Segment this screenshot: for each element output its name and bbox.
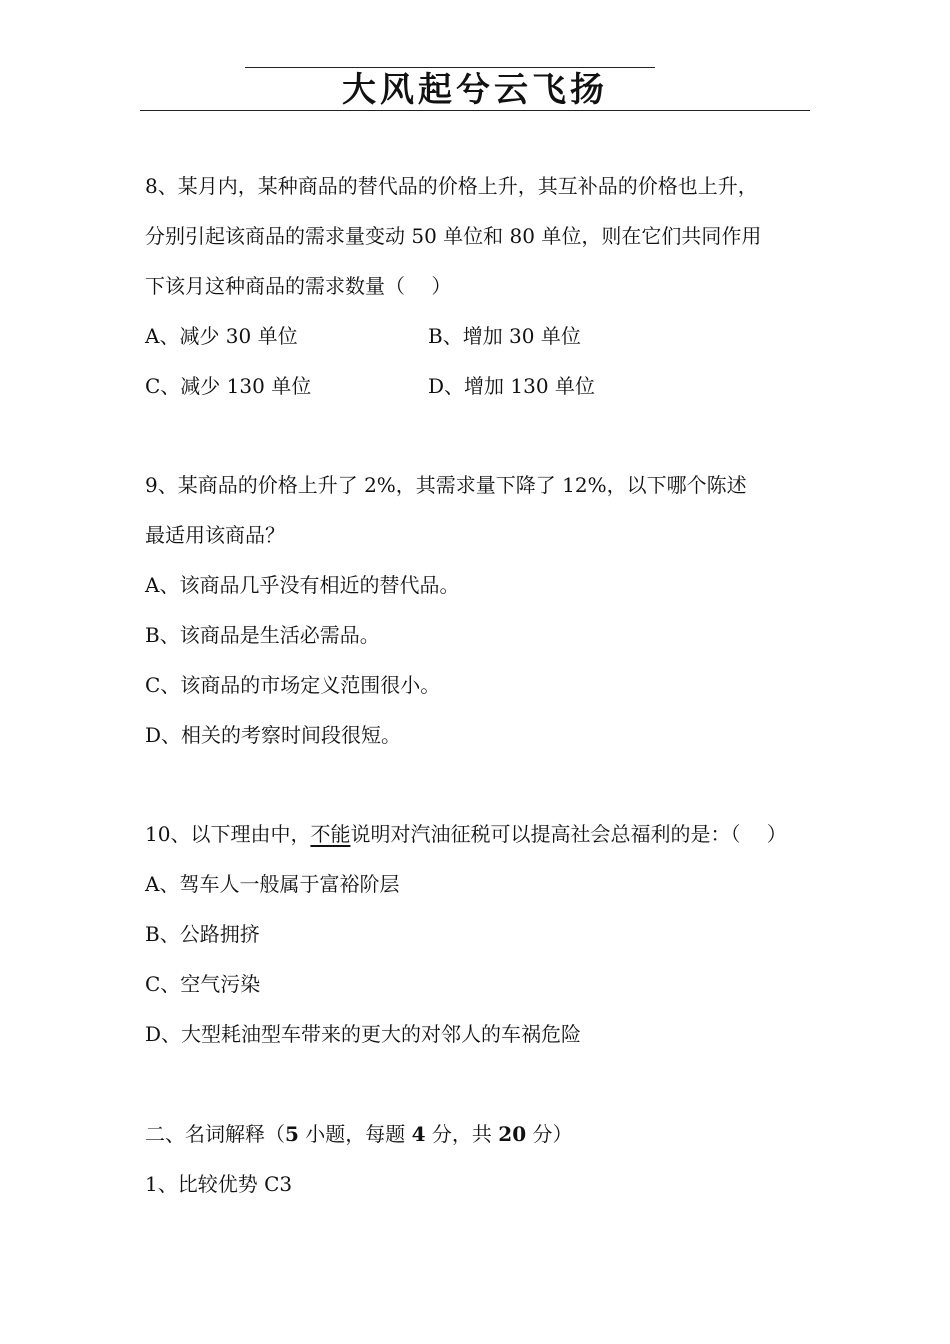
section-2-count: 5 — [285, 1122, 299, 1146]
question-10-option-d: D、大型耗油型车带来的更大的对邻人的车祸危险 — [145, 1022, 582, 1046]
question-10-suffix: 说明对汽油征税可以提高社会总福利的是：（ ） — [350, 822, 787, 846]
question-9-option-c: C、该商品的市场定义范围很小。 — [145, 673, 441, 697]
question-10-line-1 — [145, 820, 787, 848]
question-8-option-b: B、增加 30 单位 — [428, 324, 581, 348]
section-2-mid-1: 小题，每题 — [298, 1122, 412, 1146]
question-9-line-1: 9、某商品的价格上升了 2%，其需求量下降了 12%，以下哪个陈述 — [145, 473, 747, 497]
page-header-title: 大风起兮云飞扬 — [342, 70, 608, 110]
question-8-line-2: 分别引起该商品的需求量变动 50 单位和 80 单位，则在它们共同作用 — [145, 224, 762, 248]
question-10-emphasis: 不能 — [310, 822, 351, 846]
question-8-option-c: C、减少 130 单位 — [145, 374, 312, 398]
section-2-item-1: 1、比较优势 C3 — [145, 1172, 293, 1196]
header-rule-top — [245, 67, 655, 68]
question-10-prefix: 10、以下理由中， — [145, 822, 311, 846]
question-10-option-a: A、驾车人一般属于富裕阶层 — [145, 872, 400, 896]
question-8-line-1: 8、某月内，某种商品的替代品的价格上升，其互补品的价格也上升， — [145, 174, 758, 198]
section-2-mid-2: 分，共 — [425, 1122, 499, 1146]
question-8-option-d: D、增加 130 单位 — [428, 374, 595, 398]
section-2-prefix: 二、名词解释（ — [145, 1122, 285, 1146]
question-8-option-a: A、减少 30 单位 — [145, 324, 298, 348]
question-9-line-2: 最适用该商品？ — [145, 523, 285, 547]
question-9-option-b: B、该商品是生活必需品。 — [145, 623, 380, 647]
question-9-option-d: D、相关的考察时间段很短。 — [145, 723, 402, 747]
section-2-total: 20 — [498, 1122, 527, 1146]
question-8-line-3: 下该月这种商品的需求数量（ ） — [145, 274, 452, 298]
section-2-points-each: 4 — [411, 1122, 426, 1146]
section-2-heading — [145, 1120, 572, 1148]
question-10-option-c: C、空气污染 — [145, 972, 261, 996]
header-rule-bottom — [140, 110, 810, 111]
question-9-option-a: A、该商品几乎没有相近的替代品。 — [145, 573, 460, 597]
section-2-suffix: 分） — [526, 1122, 573, 1146]
question-10-option-b: B、公路拥挤 — [145, 922, 260, 946]
